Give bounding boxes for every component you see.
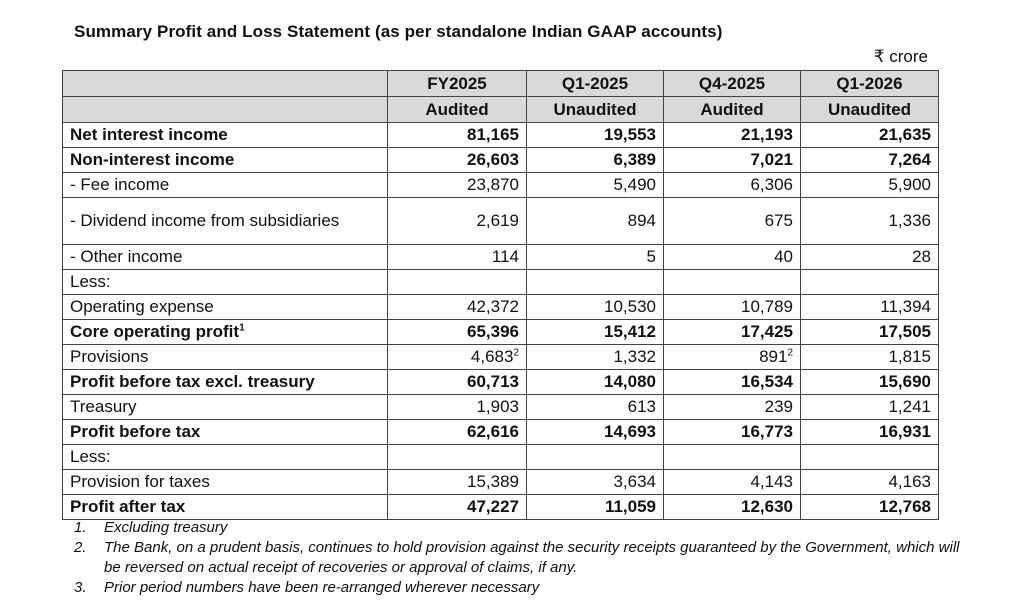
cell-value: 675	[664, 198, 801, 245]
row-label: Treasury	[63, 395, 388, 420]
table-row	[63, 345, 939, 370]
footnote-number: 3.	[74, 579, 87, 596]
table-row	[63, 495, 939, 520]
cell-value: 47,227	[388, 495, 527, 520]
row-label: Profit before tax excl. treasury	[63, 370, 388, 395]
footnote-number: 1.	[74, 519, 87, 536]
row-label: - Other income	[63, 245, 388, 270]
empty-cell	[801, 270, 939, 295]
row-label-text: Core operating profit	[70, 322, 240, 341]
cell-value: 16,534	[664, 370, 801, 395]
cell-value: 15,690	[801, 370, 939, 395]
statement-title: Summary Profit and Loss Statement (as per standalone Indian GAAP accounts)	[74, 22, 723, 41]
table-row	[63, 198, 939, 245]
table-row	[63, 395, 939, 420]
cell-value: 1,336	[801, 198, 939, 245]
footnote-text: Prior period numbers have been re-arranged wherever necessary	[104, 579, 540, 596]
cell-value: 21,193	[664, 123, 801, 148]
cell-value: 16,931	[801, 420, 939, 445]
empty-cell	[664, 445, 801, 470]
table-row	[63, 148, 939, 173]
cell-value: 12,768	[801, 495, 939, 520]
cell-value: 5,900	[801, 173, 939, 198]
table-row	[63, 245, 939, 270]
cell-value: 14,693	[527, 420, 664, 445]
empty-cell	[388, 270, 527, 295]
cell-value: 81,165	[388, 123, 527, 148]
header-status-q1-2025: Unaudited	[527, 97, 664, 123]
cell-value: 1,332	[527, 345, 664, 370]
header-period-fy2025: FY2025	[388, 71, 527, 97]
footnote-item	[74, 538, 974, 578]
table-row	[63, 295, 939, 320]
cell-value: 62,616	[388, 420, 527, 445]
table-row	[63, 420, 939, 445]
header-row-period	[63, 71, 939, 97]
profit-loss-table	[62, 70, 939, 520]
cell-value: 1,903	[388, 395, 527, 420]
footnote-number: 2.	[74, 539, 87, 556]
cell-value: 19,553	[527, 123, 664, 148]
footnote-text: The Bank, on a prudent basis, continues to hold provision against the security receipts guaranteed by the Government, which will be reversed on actual receipt of recoveries or approval of claims, if any.	[104, 539, 960, 576]
empty-cell	[527, 270, 664, 295]
cell-value: 21,635	[801, 123, 939, 148]
cell-value: 17,505	[801, 320, 939, 345]
header-status-q1-2026: Unaudited	[801, 97, 939, 123]
cell-value: 26,603	[388, 148, 527, 173]
row-label: Profit after tax	[63, 495, 388, 520]
footnote-item	[74, 578, 974, 598]
empty-cell	[527, 445, 664, 470]
row-label: Non-interest income	[63, 148, 388, 173]
table-row	[63, 320, 939, 345]
cell-value: 65,396	[388, 320, 527, 345]
cell-value: 4,163	[801, 470, 939, 495]
header-status-q4-2025: Audited	[664, 97, 801, 123]
cell-value: 4,143	[664, 470, 801, 495]
footnote-item	[74, 518, 974, 538]
header-period-q1-2025: Q1-2025	[527, 71, 664, 97]
cell-value: 613	[527, 395, 664, 420]
row-label: Net interest income	[63, 123, 388, 148]
table-row	[63, 470, 939, 495]
empty-cell	[388, 445, 527, 470]
cell-value: 12,630	[664, 495, 801, 520]
cell-value: 23,870	[388, 173, 527, 198]
cell-value: 17,425	[664, 320, 801, 345]
cell-value: 28	[801, 245, 939, 270]
table-row	[63, 173, 939, 198]
cell-value: 42,372	[388, 295, 527, 320]
cell-value: 10,530	[527, 295, 664, 320]
table-row	[63, 370, 939, 395]
cell-value: 7,264	[801, 148, 939, 173]
cell-value: 10,789	[664, 295, 801, 320]
row-label: - Dividend income from subsidiaries	[63, 198, 388, 245]
cell-value: 14,080	[527, 370, 664, 395]
row-label: Less:	[63, 445, 388, 470]
cell-value: 894	[527, 198, 664, 245]
cell-value: 7,021	[664, 148, 801, 173]
cell-value: 6,306	[664, 173, 801, 198]
unit-label: ₹ crore	[873, 47, 928, 66]
empty-cell	[801, 445, 939, 470]
header-blank-cell	[63, 97, 388, 123]
cell-value: 11,394	[801, 295, 939, 320]
table-row	[63, 445, 939, 470]
header-blank-cell	[63, 71, 388, 97]
table-row	[63, 270, 939, 295]
cell-value-text: 891	[759, 347, 788, 366]
row-label: Operating expense	[63, 295, 388, 320]
cell-value: 1,241	[801, 395, 939, 420]
cell-value: 6,389	[527, 148, 664, 173]
row-label: Less:	[63, 270, 388, 295]
header-period-q1-2026: Q1-2026	[801, 71, 939, 97]
cell-value: 239	[664, 395, 801, 420]
row-label: Provision for taxes	[63, 470, 388, 495]
table-row	[63, 123, 939, 148]
cell-value	[388, 345, 527, 370]
cell-value: 16,773	[664, 420, 801, 445]
row-label	[63, 320, 388, 345]
cell-value: 15,389	[388, 470, 527, 495]
header-row-status	[63, 97, 939, 123]
header-period-q4-2025: Q4-2025	[664, 71, 801, 97]
cell-value: 1,815	[801, 345, 939, 370]
footnote-text: Excluding treasury	[104, 519, 228, 536]
cell-value-text: 4,683	[470, 347, 514, 366]
cell-value: 114	[388, 245, 527, 270]
footnotes	[74, 518, 974, 598]
cell-value: 40	[664, 245, 801, 270]
cell-value: 2,619	[388, 198, 527, 245]
cell-value	[664, 345, 801, 370]
row-label: Provisions	[63, 345, 388, 370]
cell-value: 15,412	[527, 320, 664, 345]
cell-value: 5,490	[527, 173, 664, 198]
footnote-marker: 1	[239, 322, 245, 334]
header-status-fy2025: Audited	[388, 97, 527, 123]
row-label: - Fee income	[63, 173, 388, 198]
cell-value: 60,713	[388, 370, 527, 395]
row-label: Profit before tax	[63, 420, 388, 445]
empty-cell	[664, 270, 801, 295]
cell-value: 11,059	[527, 495, 664, 520]
cell-value: 5	[527, 245, 664, 270]
footnote-marker: 2	[787, 347, 793, 359]
footnote-marker: 2	[513, 347, 519, 359]
cell-value: 3,634	[527, 470, 664, 495]
